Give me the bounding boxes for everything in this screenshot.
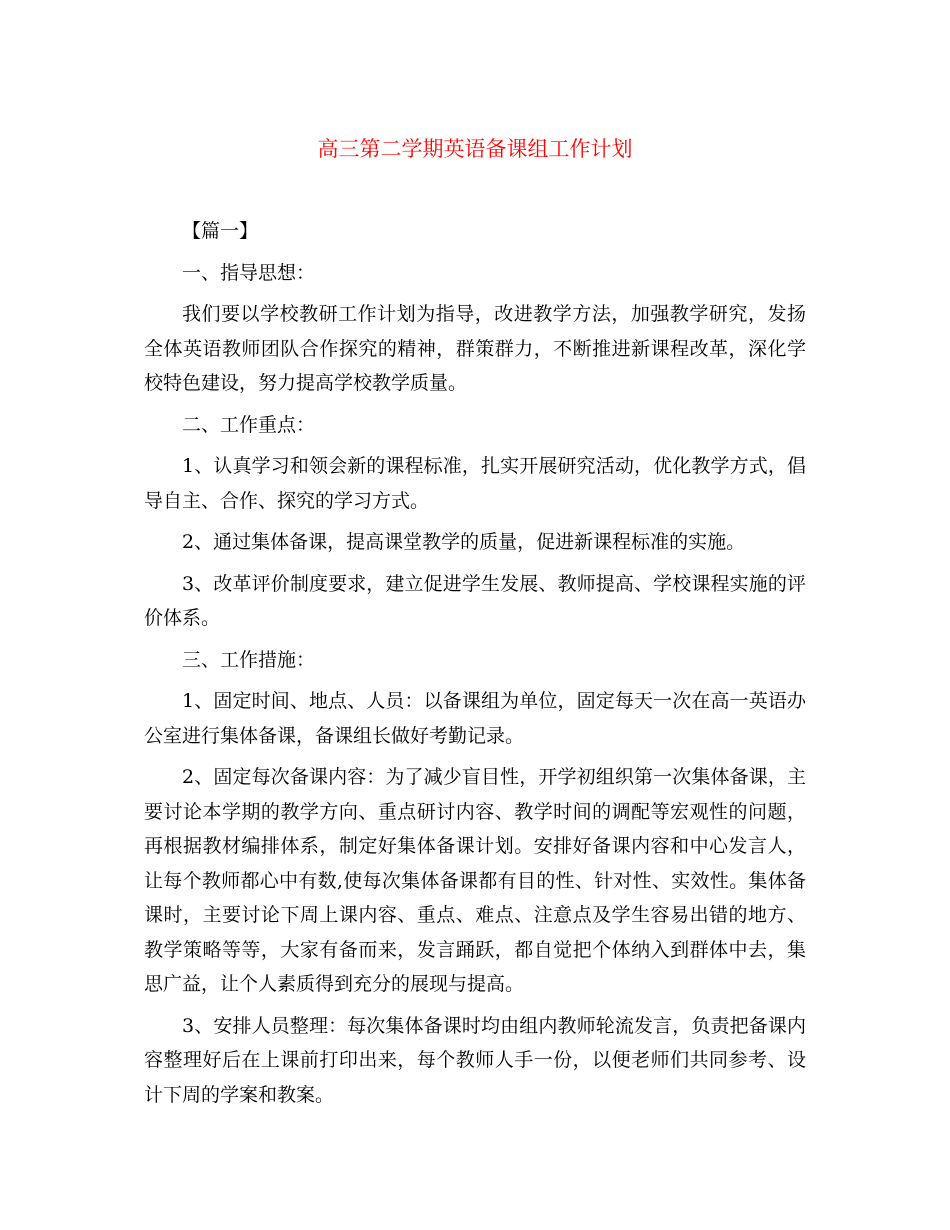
- section-heading-part-one: 【篇一】: [182, 220, 259, 242]
- document-body: [144, 214, 806, 1119]
- paragraph-work-focus-3: 3、改革评价制度要求，建立促进学生发展、教师提高、学校课程实施的评价体系。: [144, 572, 806, 629]
- paragraph-guiding-ideology: 我们要以学校教研工作计划为指导，改进教学方法，加强教学研究，发扬全体英语教师团队合作探究的精神，群策群力，不断推进新课程改革，深化学校特色建设，努力提高学校教学质量。: [144, 303, 806, 394]
- paragraph-work-focus-2: 2、通过集体备课，提高课堂教学的质量，促进新课程标准的实施。: [182, 531, 746, 553]
- paragraph-work-focus-1: 1、认真学习和领会新的课程标准，扎实开展研究活动，优化教学方式，倡导自主、合作、探究的学习方式。: [144, 455, 806, 512]
- heading-work-focus: 二、工作重点：: [182, 413, 316, 436]
- paragraph-work-measures-2: 2、固定每次备课内容：为了减少盲目性，开学初组织第一次集体备课，主要讨论本学期的教学方向、重点研讨内容、教学时间的调配等宏观性的问题，再根据教材编排体系，制定好集体备课计划。安排好备课内容和中心发言人，让每个教师都心中有数,使每次集体备课都有目的性、针对性、实效性。集体备课时，主要讨论下周上课内容、重点、难点、注意点及学生容易出错的地方、教学策略等等，大家有备而来，发言踊跃，都自觉把个体纳入到群体中去，集思广益，让个人素质得到充分的展现与提高。: [144, 766, 806, 995]
- paragraph-work-measures-1: 1、固定时间、地点、人员：以备课组为单位，固定每天一次在高一英语办公室进行集体备课，备课组长做好考勤记录。: [144, 690, 806, 747]
- document-title: 高三第二学期英语备课组工作计划: [317, 137, 633, 161]
- heading-work-measures: 三、工作措施：: [182, 648, 316, 671]
- paragraph-work-measures-3: 3、安排人员整理：每次集体备课时均由组内教师轮流发言，负责把备课内容整理好后在上课前打印出来，每个教师人手一份，以便老师们共同参考、设计下周的学案和教案。: [144, 1014, 806, 1106]
- heading-guiding-ideology: 一、指导思想：: [182, 261, 316, 284]
